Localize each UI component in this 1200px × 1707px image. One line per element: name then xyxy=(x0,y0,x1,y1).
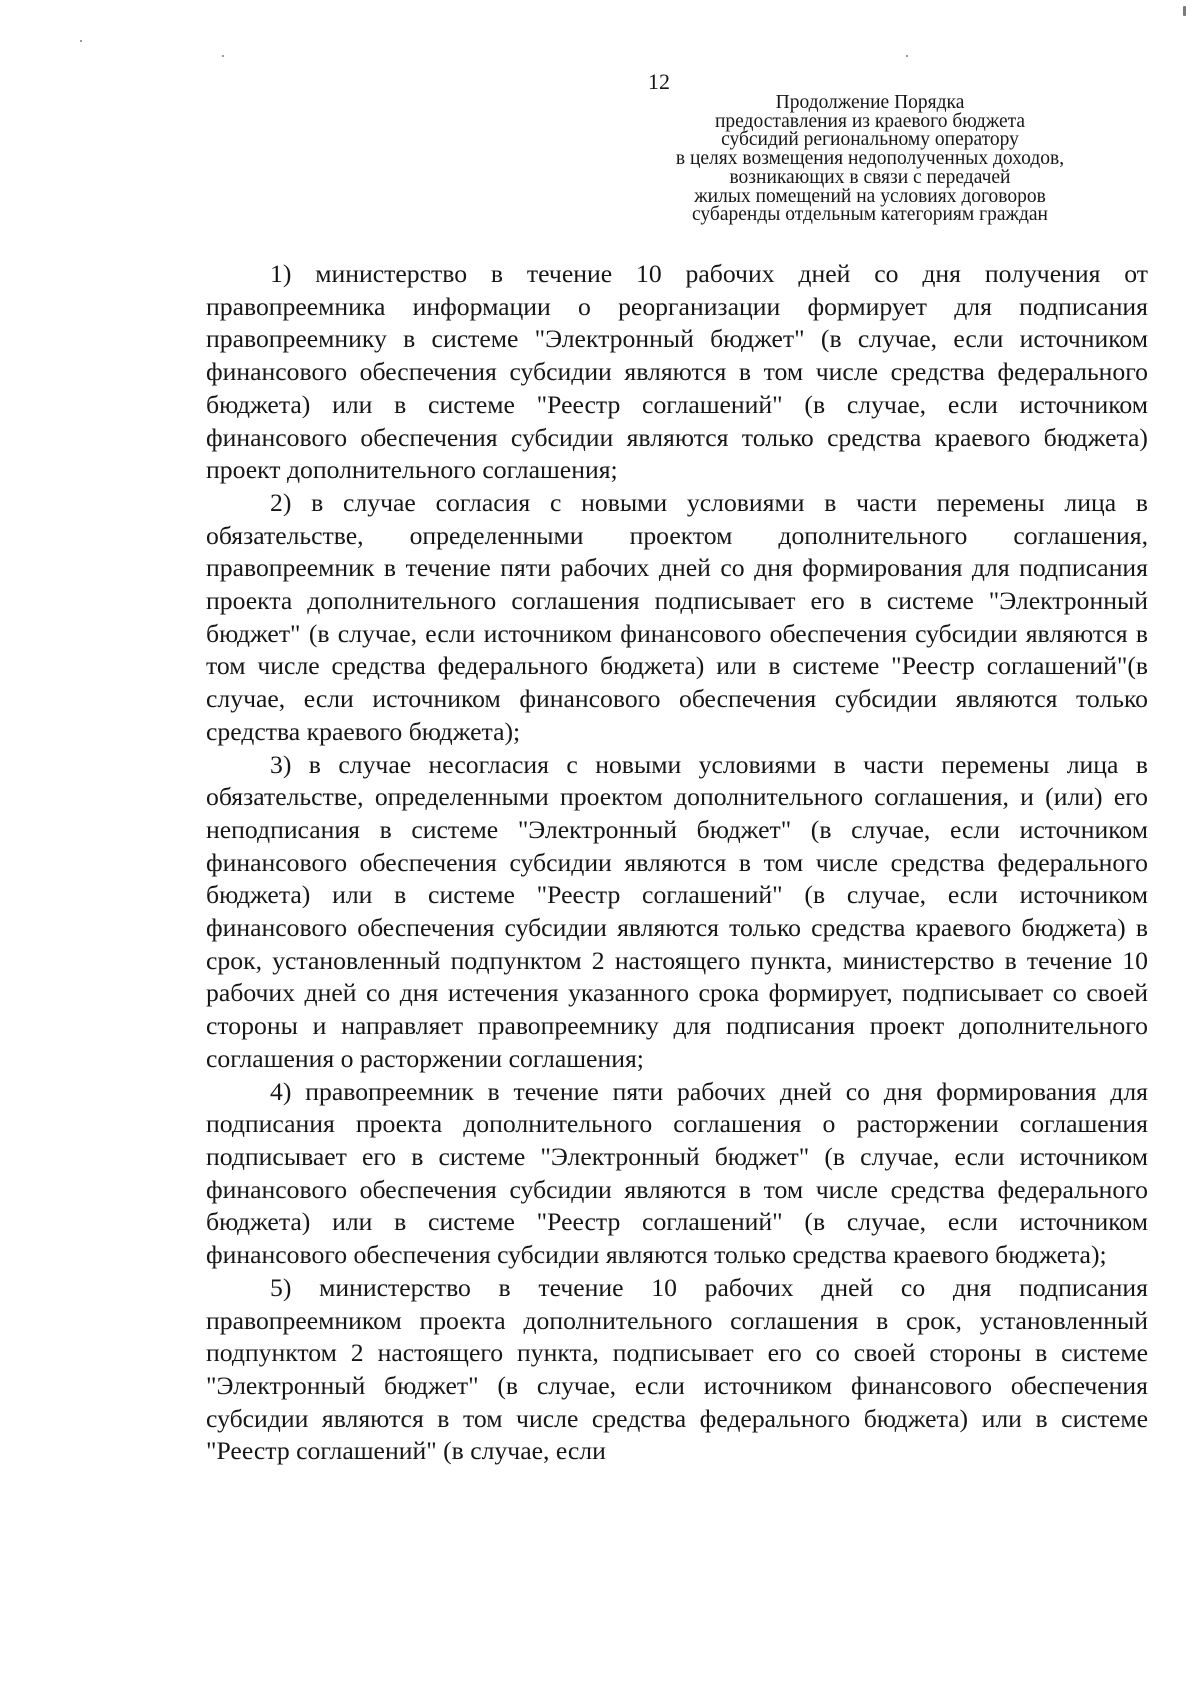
running-header-line: субаренды отдельным категориям граждан xyxy=(692,204,1048,226)
document-body xyxy=(206,258,1148,1468)
running-header-line: жилых помещений на условиях договоров xyxy=(694,185,1046,207)
running-header-line: предоставления из краевого бюджета xyxy=(714,110,1026,132)
paragraph-item-3: 3) в случае несогласия с новыми условиями в части перемены лица в обязательстве, определенными проектом дополнительного соглашения, и (или) его неподписания в системе "Электронный бюджет" (в случае, если источником финансового обеспечения субсидии являются в том числе средства федерального бюджета) или в системе "Реестр соглашений" (в случае, если источником финансового обеспечения субсидии являются только средства краевого бюджета) в срок, установленный подпунктом 2 настоящего пункта, министерство в течение 10 рабочих дней со дня истечения указанного срока формирует, подписывает со своей стороны и направляет правопреемнику для подписания проект дополнительного соглашения о расторжении соглашения; xyxy=(206,749,1148,1073)
paragraph-item-5: 5) министерство в течение 10 рабочих дней со дня подписания правопреемником проекта дополнительного соглашения в срок, установленный подпунктом 2 настоящего пункта, подписывает его со своей стороны в системе "Электронный бюджет" (в случае, если источником финансового обеспечения субсидии являются в том числе средства федерального бюджета) или в системе "Реестр соглашений" (в случае, если xyxy=(206,1272,1148,1466)
page-number: 12 xyxy=(648,69,670,94)
running-header-line: в целях возмещения недополученных доходов, xyxy=(675,148,1065,170)
running-header-line: Продолжение Порядка xyxy=(775,92,965,113)
paragraph-item-4: 4) правопреемник в течение пяти рабочих дней со дня формирования для подписания проекта дополнительного соглашения о расторжении соглашения подписывает его в системе "Электронный бюджет" (в случае, если источником финансового обеспечения субсидии являются в том числе средства федерального бюджета) или в системе "Реестр соглашений" (в случае, если источником финансового обеспечения субсидии являются только средства краевого бюджета); xyxy=(206,1076,1148,1270)
running-header-line: возникающих в связи с передачей xyxy=(729,166,1011,188)
running-header-line: субсидий региональному оператору xyxy=(721,129,1019,151)
scan-speck xyxy=(906,55,908,57)
scan-speck xyxy=(80,40,82,42)
scan-speck xyxy=(1183,6,1186,16)
running-header xyxy=(628,94,1112,225)
paragraph-item-2: 2) в случае согласия с новыми условиями в части перемены лица в обязательстве, определенными проектом дополнительного соглашения, правопреемник в течение пяти рабочих дней со дня формирования для подписания проекта дополнительного соглашения подписывает его в системе "Электронный бюджет" (в случае, если источником финансового обеспечения субсидии являются в том числе средства федерального бюджета) или в системе "Реестр соглашений"(в случае, если источником финансового обеспечения субсидии являются только средства краевого бюджета); xyxy=(206,487,1148,746)
paragraph-item-1: 1) министерство в течение 10 рабочих дней со дня получения от правопреемника информации о реорганизации формирует для подписания правопреемнику в системе "Электронный бюджет" (в случае, если источником финансового обеспечения субсидии являются в том числе средства федерального бюджета) или в системе "Реестр соглашений" (в случае, если источником финансового обеспечения субсидии являются только средства краевого бюджета) проект дополнительного соглашения; xyxy=(206,259,1148,485)
scan-speck xyxy=(222,55,224,57)
